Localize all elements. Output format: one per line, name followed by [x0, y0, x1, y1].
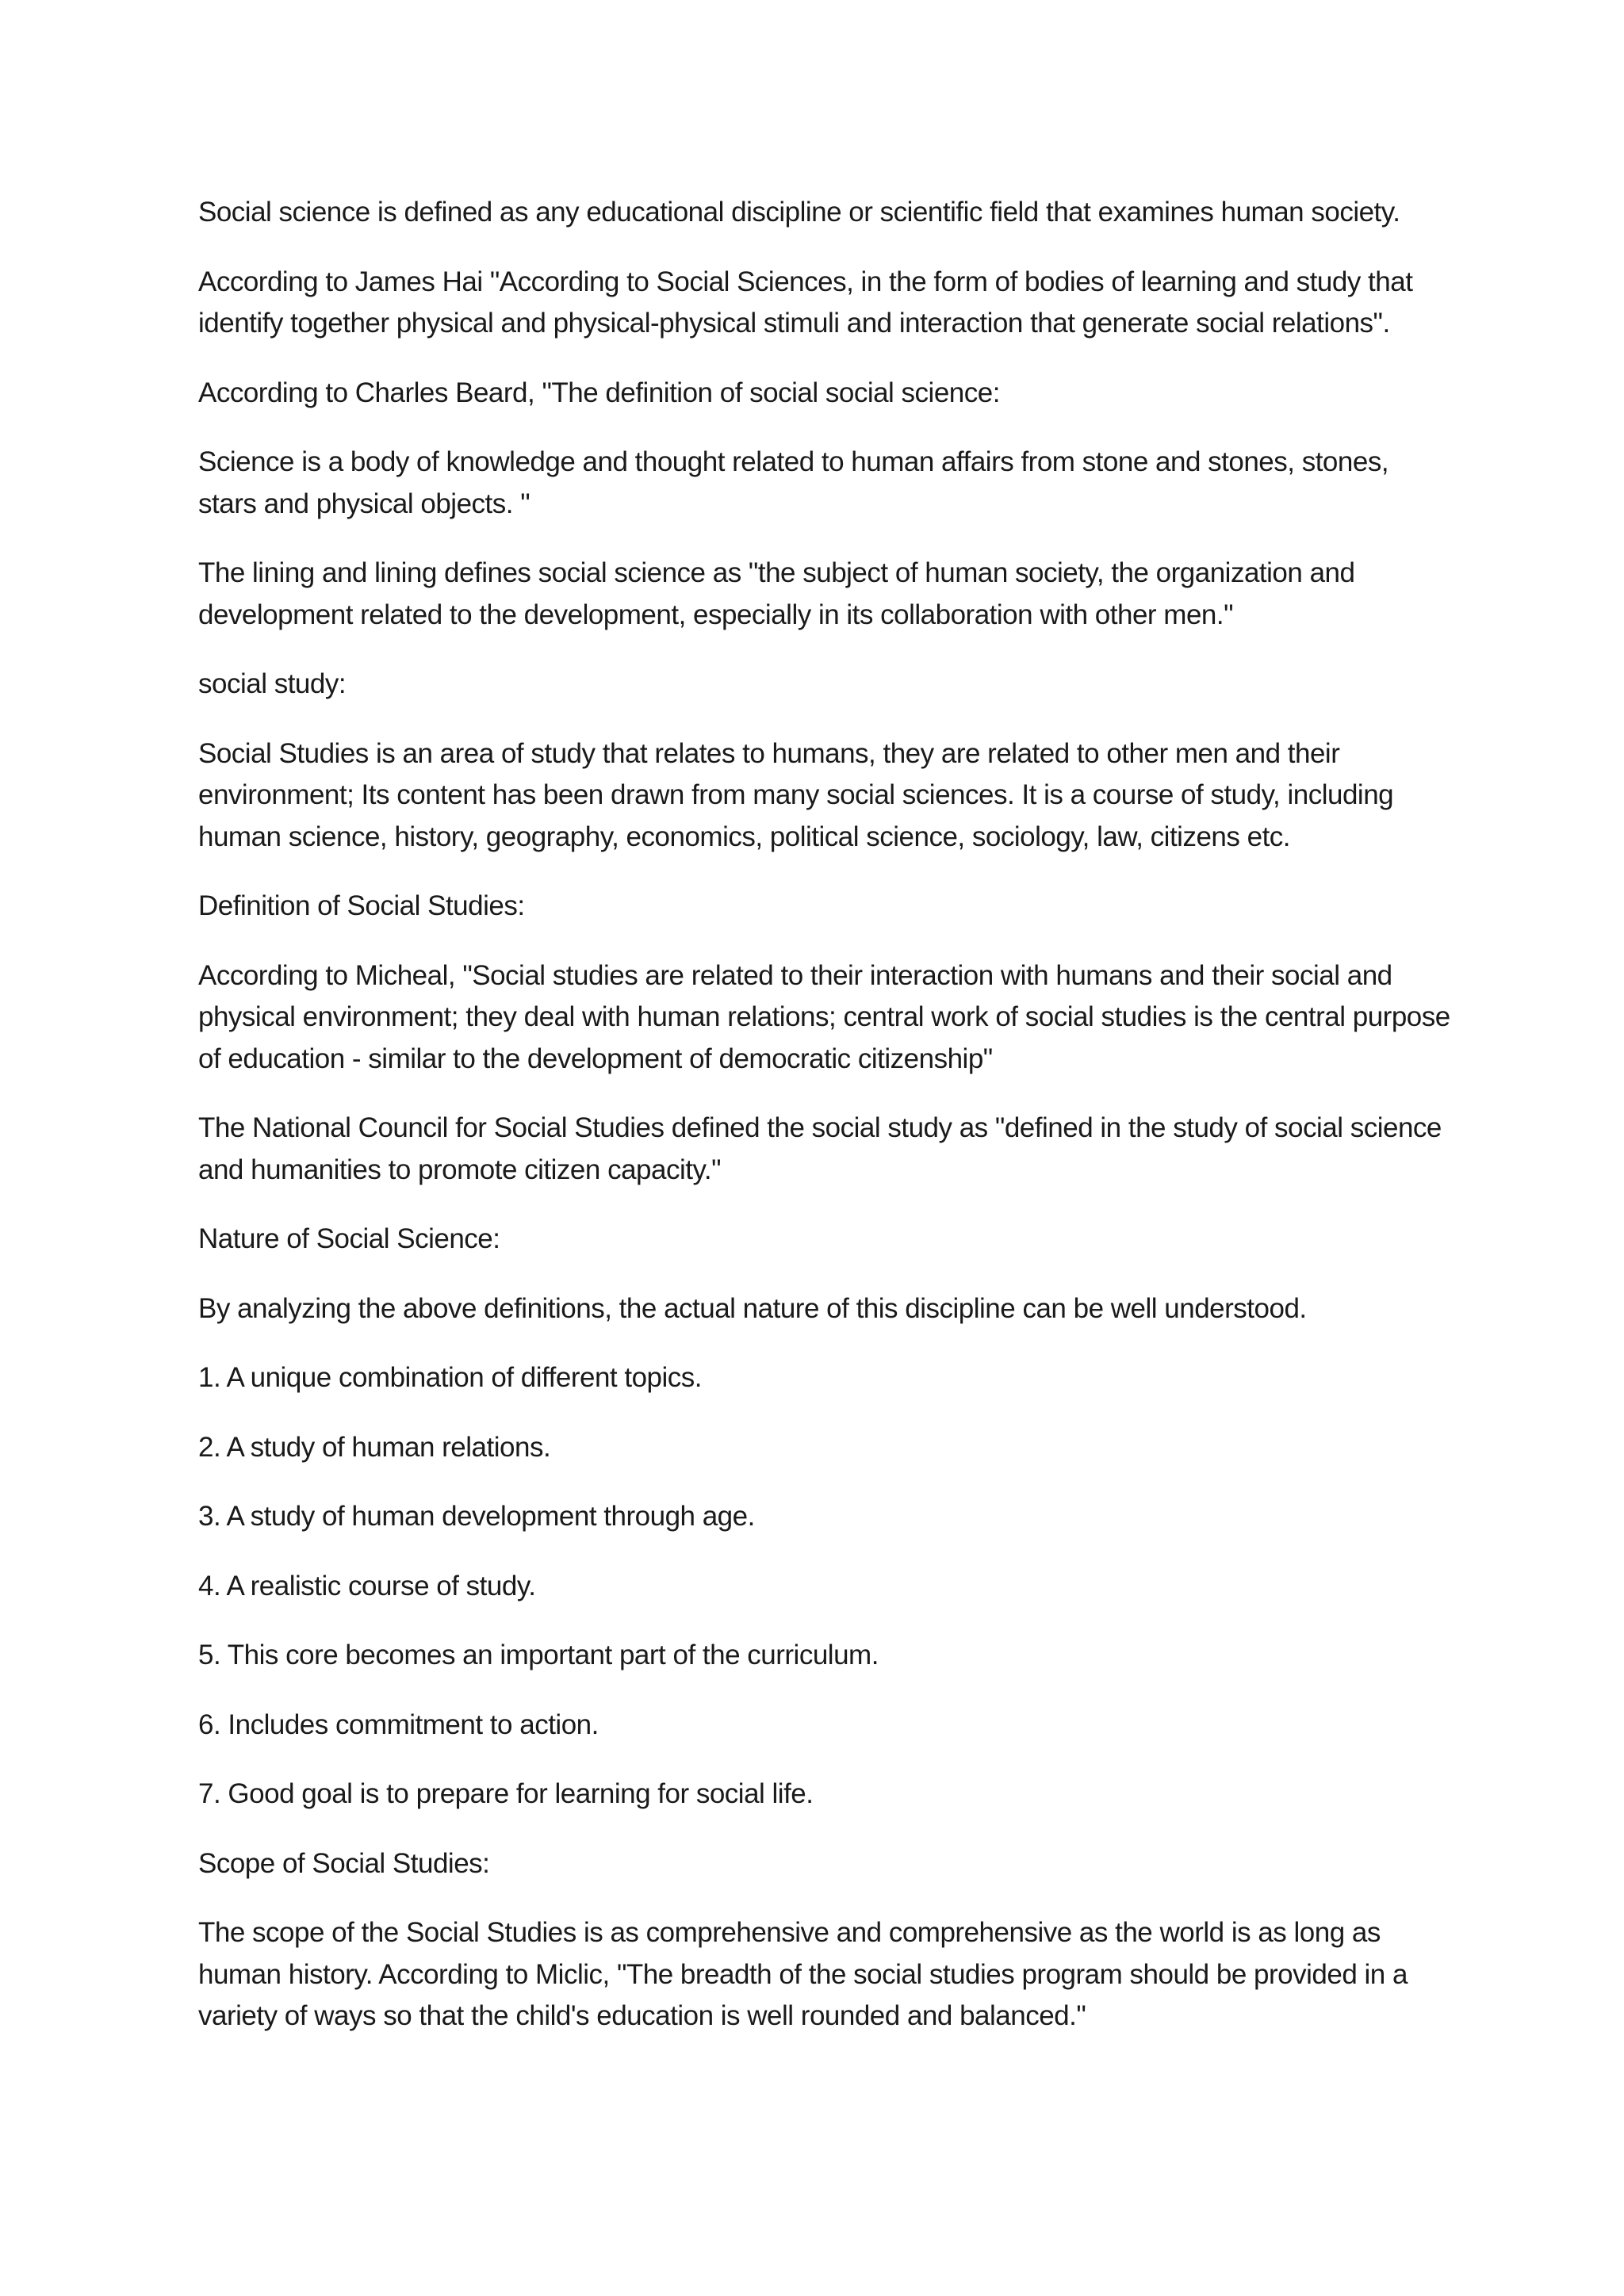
- list-item-nature-6: 6. Includes commitment to action.: [198, 1709, 599, 1740]
- paragraph-lining-definition: The lining and lining defines social science as "the subject of human society, the organization and development related to the development, especially in its collaboration with other men.": [198, 557, 1355, 630]
- list-item-nature-7: 7. Good goal is to prepare for learning for social life.: [198, 1778, 814, 1809]
- paragraph-scope-description: The scope of the Social Studies is as comprehensive and comprehensive as the world is as long as human history. According to Miclic, "The breadth of the social studies program should be provided in a variety of ways so that the child's education is well rounded and balanced.": [198, 1917, 1408, 2031]
- heading-social-study: social study:: [198, 668, 347, 699]
- paragraph-james-hai-quote: According to James Hai "According to Social Sciences, in the form of bodies of learning and study that identify together physical and physical-physical stimuli and interaction that generate social relations".: [198, 266, 1413, 339]
- heading-scope-of-social-studies: Scope of Social Studies:: [198, 1847, 490, 1879]
- paragraph-analyzing-definitions: By analyzing the above definitions, the actual nature of this discipline can be well understood.: [198, 1292, 1307, 1324]
- document-body: [198, 192, 1451, 2065]
- heading-nature-of-social-science: Nature of Social Science:: [198, 1223, 500, 1254]
- list-item-nature-3: 3. A study of human development through age.: [198, 1501, 755, 1532]
- list-item-nature-4: 4. A realistic course of study.: [198, 1570, 536, 1601]
- list-item-nature-2: 2. A study of human relations.: [198, 1431, 551, 1463]
- paragraph-national-council-definition: The National Council for Social Studies defined the social study as "defined in the study of social science and humanities to promote citizen capacity.": [198, 1112, 1442, 1185]
- paragraph-charles-beard-intro: According to Charles Beard, "The definition of social social science:: [198, 377, 1000, 408]
- list-item-nature-5: 5. This core becomes an important part of the curriculum.: [198, 1640, 879, 1670]
- paragraph-micheal-quote: According to Micheal, "Social studies are related to their interaction with humans and their social and physical environment; they deal with human relations; central work of social studies is the central purpose of education - similar to the development of democratic citizenship": [198, 959, 1450, 1074]
- paragraph-social-studies-area: Social Studies is an area of study that relates to humans, they are related to other men and their environment; Its content has been drawn from many social sciences. It is a course of study, including human science, history, geography, economics, political science, sociology, law, citizens etc.: [198, 737, 1394, 852]
- paragraph-charles-beard-quote: Science is a body of knowledge and thought related to human affairs from stone and stones, stones, stars and physical objects. ": [198, 446, 1389, 519]
- heading-definition-of-social-studies: Definition of Social Studies:: [198, 890, 525, 921]
- paragraph-social-science-definition: Social science is defined as any educational discipline or scientific field that examines human society.: [198, 197, 1400, 228]
- list-item-nature-1: 1. A unique combination of different topics.: [198, 1362, 703, 1393]
